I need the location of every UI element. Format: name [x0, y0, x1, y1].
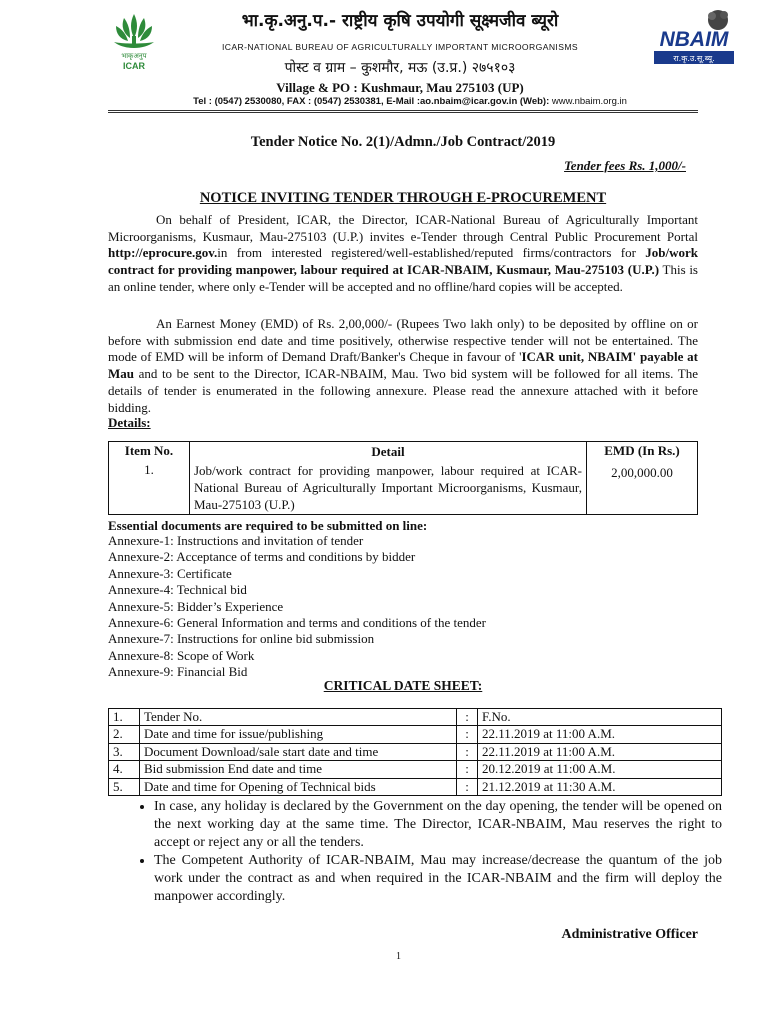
address-hindi: पोस्ट व ग्राम – कुशमौर, मऊ (उ.प्र.) २७५१०३	[284, 60, 516, 76]
critical-date-heading: CRITICAL DATE SHEET:	[323, 678, 483, 693]
emd-text-a: An Earnest Money (EMD) of Rs. 2,00,000/- (Rupees Two lakh only) to be deposited by offline on or before with submission end date and time positively, otherwise respective tender will not be entertained. The mode of EMD will be inform of Demand Draft/Banker's Cheque in favour of '	[108, 316, 698, 365]
details-table	[108, 441, 698, 515]
nbaim-logo-icon	[648, 6, 742, 68]
intro-text-a: On behalf of President, ICAR, the Director, ICAR-National Bureau of Agriculturally Important Microorganisms, Kusmaur, Mau-275103 (U.P.) invites e-Tender through Central Public Procurement Portal	[108, 212, 698, 244]
row-value: 21.12.2019 at 11:30 A.M.	[478, 778, 722, 795]
list-item: Annexure-2: Acceptance of terms and conditions by bidder	[108, 549, 416, 565]
row-separator: :	[457, 778, 478, 795]
item-emd: 2,00,000.00	[587, 461, 698, 515]
website-link[interactable]: www.nbaim.org.in	[551, 96, 627, 107]
emd-paragraph	[108, 316, 698, 416]
institute-name-hindi: भा.कृ.अनु.प.- राष्ट्रीय कृषि उपयोगी सूक्ष्मजीव ब्यूरो	[241, 11, 559, 31]
nbaim-logo-hindi: रा.कृ.उ.सू.ब्यू.	[673, 54, 715, 63]
row-separator: :	[457, 761, 478, 778]
critical-date-table	[108, 708, 722, 796]
list-item: Annexure-9: Financial Bid	[108, 664, 248, 680]
details-heading: Details:	[108, 415, 151, 430]
row-label: Tender No.	[140, 709, 457, 726]
item-detail: Job/work contract for providing manpower, labour required at ICAR-National Bureau of Agriculturally Important Microorganisms, Kusmaur, Mau-275103 (U.P.)	[190, 461, 587, 515]
notice-title: NOTICE INVITING TENDER THROUGH E-PROCUREMENT	[199, 190, 607, 206]
address-english: Village & PO : Kushmaur, Mau 275103 (UP)	[276, 80, 524, 95]
table-row	[109, 778, 722, 795]
col-header-item: Item No.	[109, 442, 190, 462]
intro-text-c: This is an online tender, where only e-Tender will be accepted and no offline/hard copies will be accepted.	[108, 262, 698, 294]
table-row	[109, 761, 722, 778]
list-item: Annexure-5: Bidder’s Experience	[108, 598, 284, 614]
intro-text-b: in from interested registered/well-established/reputed firms/contractors for	[217, 245, 646, 261]
signature-title: Administrative Officer	[561, 927, 698, 942]
icar-logo-text: ICAR	[123, 61, 145, 71]
tender-number: Tender Notice No. 2(1)/Admn./Job Contract/2019	[250, 134, 556, 150]
item-number: 1.	[109, 461, 190, 515]
row-label: Date and time for Opening of Technical bids	[140, 778, 457, 795]
table-row	[109, 743, 722, 760]
row-separator: :	[457, 726, 478, 743]
col-header-emd: EMD (In Rs.)	[587, 442, 698, 462]
procurement-portal-link[interactable]: http://eprocure.gov.	[108, 245, 218, 261]
annexure-list	[108, 533, 486, 681]
svg-text:भाकृअनुप: भाकृअनुप	[121, 52, 147, 60]
list-item: • The Competent Authority of ICAR-NBAIM, Mau may increase/decrease the quantum of the job work under the contract as and when required in the ICAR-NBAIM and the firm will deploy the manpower accordingly.	[154, 852, 722, 906]
list-item: Annexure-4: Technical bid	[108, 582, 247, 598]
page-number: 1	[396, 951, 401, 962]
row-number: 5.	[109, 778, 140, 795]
list-item: Annexure-8: Scope of Work	[108, 647, 255, 663]
institute-name-english: ICAR-NATIONAL BUREAU OF AGRICULTURALLY IMPORTANT MICROORGANISMS	[221, 42, 579, 52]
contact-details: Tel : (0547) 2530080, FAX : (0547) 2530381, E-Mail :ao.nbaim@icar.gov.in (Web):	[193, 96, 550, 107]
row-number: 3.	[109, 743, 140, 760]
list-item: Annexure-3: Certificate	[108, 565, 232, 581]
row-value: 22.11.2019 at 11:00 A.M.	[478, 743, 722, 760]
list-item: Annexure-1: Instructions and invitation of tender	[108, 533, 364, 548]
contract-subject: Job/work contract for providing manpower, labour required at ICAR-NBAIM, Kusmaur, Mau-275103 (U.P.)	[108, 245, 698, 278]
list-item: Annexure-7: Instructions for online bid submission	[108, 631, 375, 647]
row-label: Date and time for issue/publishing	[140, 726, 457, 743]
list-item: Annexure-6: General Information and terms and conditions of the tender	[108, 615, 486, 631]
icar-logo-icon	[108, 8, 160, 74]
row-number: 4.	[109, 761, 140, 778]
contact-line	[130, 96, 690, 107]
essential-documents-heading: Essential documents are required to be submitted on line:	[108, 518, 428, 533]
notes-list	[130, 798, 722, 906]
row-value: 20.12.2019 at 11:00 A.M.	[478, 761, 722, 778]
emd-payee: ICAR unit, NBAIM' payable at Mau	[108, 349, 699, 382]
list-item: • In case, any holiday is declared by the Government on the day opening, the tender will be opened on the next working day at the same time. The Director, ICAR-NBAIM, Mau reserves the right to accept or reject any or all the tenders.	[154, 798, 722, 852]
row-value: 22.11.2019 at 11:00 A.M.	[478, 726, 722, 743]
col-header-detail: Detail	[190, 442, 587, 462]
row-label: Bid submission End date and time	[140, 761, 457, 778]
row-value: F.No.	[478, 709, 722, 726]
row-label: Document Download/sale start date and time	[140, 743, 457, 760]
table-row	[109, 726, 722, 743]
row-number: 1.	[109, 709, 140, 726]
table-row	[109, 709, 722, 726]
row-separator: :	[457, 743, 478, 760]
intro-paragraph	[108, 212, 698, 296]
row-number: 2.	[109, 726, 140, 743]
tender-fee: Tender fees Rs. 1,000/-	[564, 158, 686, 173]
table-row	[109, 461, 698, 515]
row-separator: :	[457, 709, 478, 726]
header-divider	[108, 110, 698, 113]
emd-text-b: and to be sent to the Director, ICAR-NBAIM, Mau. Two bid system will be followed for all items. The details of tender is enumerated in the following annexure. Please read the annexure attached with it before bidding.	[108, 366, 698, 415]
nbaim-logo-text: NBAIM	[659, 28, 729, 51]
